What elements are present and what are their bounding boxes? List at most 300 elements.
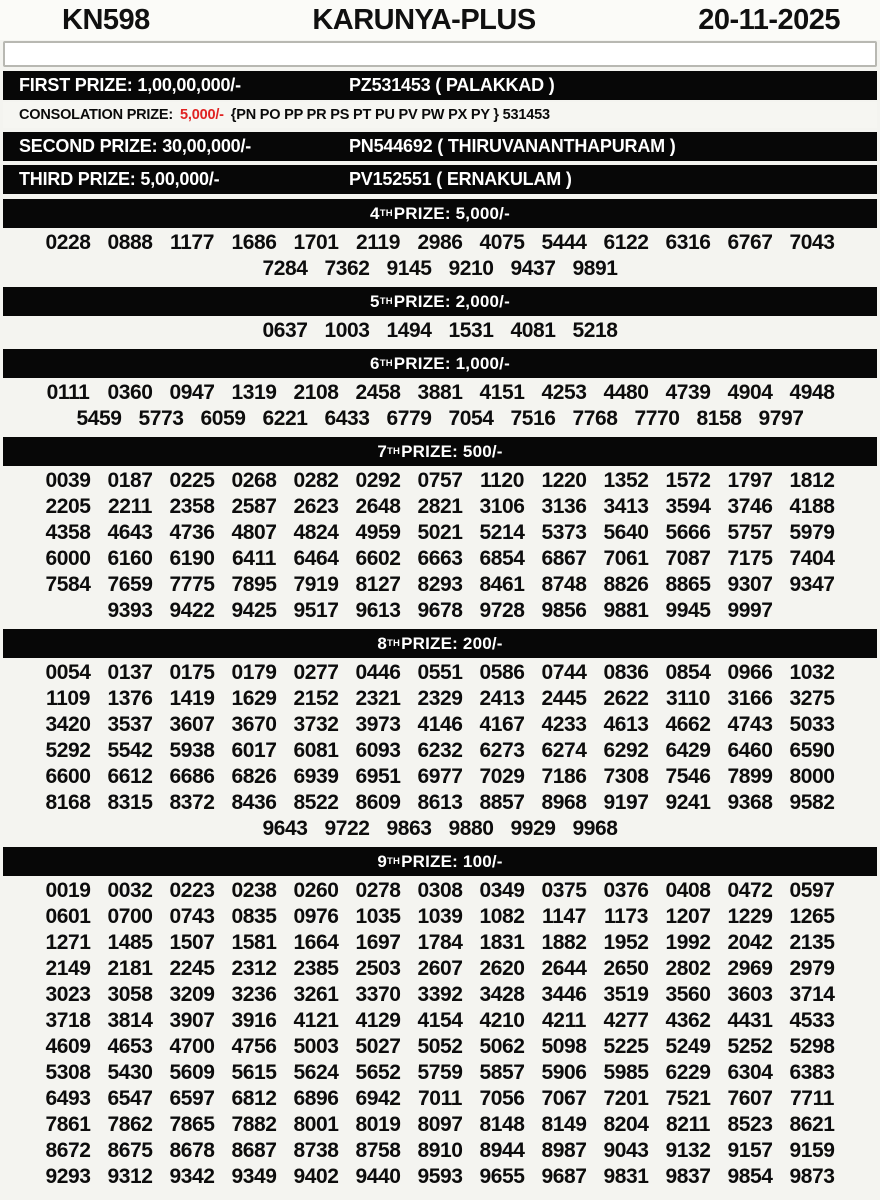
winning-number: 6464 <box>293 547 339 570</box>
winning-number: 0375 <box>541 879 587 902</box>
winning-number: 5214 <box>479 521 525 544</box>
winning-number: 0277 <box>293 661 339 684</box>
winning-number: 9043 <box>603 1139 649 1162</box>
winning-number: 2503 <box>355 957 401 980</box>
winning-number: 1882 <box>541 931 587 954</box>
winning-number: 9307 <box>727 573 773 596</box>
winning-number: 0179 <box>231 661 277 684</box>
winning-number: 3607 <box>169 713 215 736</box>
third-prize-ticket: PV152551 ( ERNAKULAM ) <box>349 169 572 189</box>
winning-number: 8826 <box>603 573 649 596</box>
winning-number: 8672 <box>45 1139 91 1162</box>
winning-number: 5609 <box>169 1061 215 1084</box>
winning-number: 2969 <box>727 957 773 980</box>
winning-number: 9856 <box>541 599 587 622</box>
winning-number: 9678 <box>417 599 463 622</box>
winning-number: 1992 <box>665 931 711 954</box>
winning-number: 1376 <box>107 687 153 710</box>
winning-number: 2042 <box>727 931 773 954</box>
winning-number: 9349 <box>231 1165 277 1188</box>
winning-number: 9197 <box>603 791 649 814</box>
winning-number: 8987 <box>541 1139 587 1162</box>
winning-number: 7011 <box>418 1087 462 1110</box>
winning-numbers-row <box>0 318 880 344</box>
winning-numbers-row <box>0 572 880 598</box>
winning-number: 7768 <box>572 407 618 430</box>
winning-number: 1120 <box>480 469 524 492</box>
winning-number: 7882 <box>231 1113 277 1136</box>
winning-number: 7770 <box>634 407 680 430</box>
winning-number: 1265 <box>789 905 835 928</box>
winning-number: 4277 <box>603 1009 649 1032</box>
winning-number: 0308 <box>417 879 463 902</box>
winning-number: 1177 <box>170 231 214 254</box>
winning-number: 3236 <box>231 983 277 1006</box>
winning-number: 4081 <box>510 319 556 342</box>
winning-number: 8675 <box>107 1139 153 1162</box>
winning-number: 2108 <box>293 381 339 404</box>
prize-8th-header: 8 TH PRIZE: 200/- <box>3 629 877 658</box>
winning-number: 0360 <box>107 381 153 404</box>
winning-number: 2821 <box>417 495 463 518</box>
prize-9th-header: 9 TH PRIZE: 100/- <box>3 847 877 876</box>
winning-numbers-row <box>0 1034 880 1060</box>
winning-numbers-row <box>0 1008 880 1034</box>
winning-number: 3110 <box>666 687 710 710</box>
winning-number: 2622 <box>603 687 649 710</box>
winning-number: 0408 <box>665 879 711 902</box>
winning-number: 6429 <box>665 739 711 762</box>
winning-number: 2979 <box>789 957 835 980</box>
winning-number: 5615 <box>231 1061 277 1084</box>
winning-number: 7029 <box>479 765 525 788</box>
winning-number: 1173 <box>604 905 648 928</box>
winning-number: 7516 <box>510 407 556 430</box>
winning-number: 9425 <box>231 599 277 622</box>
winning-number: 8372 <box>169 791 215 814</box>
winning-number: 4959 <box>355 521 401 544</box>
winning-number: 1629 <box>231 687 277 710</box>
empty-text-box[interactable] <box>3 41 877 67</box>
winning-number: 7521 <box>665 1087 711 1110</box>
winning-number: 9440 <box>355 1165 401 1188</box>
winning-number: 3814 <box>107 1009 153 1032</box>
winning-numbers-row <box>0 816 880 842</box>
winning-number: 4643 <box>107 521 153 544</box>
winning-numbers-row <box>0 686 880 712</box>
winning-number: 6273 <box>479 739 525 762</box>
winning-number: 5027 <box>355 1035 401 1058</box>
winning-number: 0238 <box>231 879 277 902</box>
winning-numbers-row <box>0 712 880 738</box>
winning-number: 2152 <box>293 687 339 710</box>
winning-number: 6590 <box>789 739 835 762</box>
winning-number: 2445 <box>541 687 587 710</box>
winning-number: 6000 <box>45 547 91 570</box>
winning-number: 1507 <box>169 931 215 954</box>
winning-number: 8149 <box>541 1113 587 1136</box>
winning-number: 5857 <box>479 1061 525 1084</box>
winning-number: 6612 <box>107 765 153 788</box>
winning-number: 8523 <box>727 1113 773 1136</box>
winning-number: 8168 <box>45 791 91 814</box>
winning-number: 9157 <box>727 1139 773 1162</box>
winning-number: 9342 <box>169 1165 215 1188</box>
winning-number: 0268 <box>231 469 277 492</box>
winning-number: 1271 <box>45 931 91 954</box>
winning-numbers-row <box>0 598 880 624</box>
winning-number: 0757 <box>417 469 463 492</box>
winning-number: 9837 <box>665 1165 711 1188</box>
winning-numbers-row <box>0 790 880 816</box>
winning-number: 0282 <box>293 469 339 492</box>
winning-number: 5759 <box>417 1061 463 1084</box>
winning-number: 6939 <box>293 765 339 788</box>
page-title: KARUNYA-PLUS <box>312 3 536 36</box>
winning-number: 7919 <box>293 573 339 596</box>
winning-number: 6896 <box>293 1087 339 1110</box>
winning-number: 6460 <box>727 739 773 762</box>
winning-number: 1207 <box>665 905 711 928</box>
winning-number: 6854 <box>479 547 525 570</box>
winning-number: 0349 <box>479 879 525 902</box>
winning-number: 5033 <box>789 713 835 736</box>
winning-number: 2321 <box>355 687 401 710</box>
winning-number: 4154 <box>417 1009 463 1032</box>
prize-5th-header: 5 TH PRIZE: 2,000/- <box>3 287 877 316</box>
winning-number: 6767 <box>727 231 773 254</box>
winning-number: 8910 <box>417 1139 463 1162</box>
winning-number: 7043 <box>789 231 835 254</box>
winning-number: 5652 <box>355 1061 401 1084</box>
winning-number: 7308 <box>603 765 649 788</box>
winning-number: 2587 <box>231 495 277 518</box>
winning-number: 4075 <box>479 231 525 254</box>
winning-number: 1664 <box>293 931 339 954</box>
winning-number: 9880 <box>448 817 494 840</box>
winning-number: 4431 <box>727 1009 773 1032</box>
winning-numbers-row <box>0 468 880 494</box>
winning-number: 1531 <box>448 319 494 342</box>
winning-number: 7546 <box>665 765 711 788</box>
winning-number: 1797 <box>727 469 773 492</box>
winning-number: 4700 <box>169 1035 215 1058</box>
winning-number: 5979 <box>789 521 835 544</box>
winning-numbers-row <box>0 256 880 282</box>
winning-number: 8857 <box>479 791 525 814</box>
winning-number: 0966 <box>727 661 773 684</box>
winning-number: 3420 <box>45 713 91 736</box>
winning-number: 8158 <box>696 407 742 430</box>
winning-number: 2312 <box>231 957 277 980</box>
winning-numbers-row <box>0 1164 880 1190</box>
winning-number: 2205 <box>45 495 91 518</box>
winning-number: 8127 <box>355 573 401 596</box>
draw-code: KN598 <box>62 3 150 36</box>
winning-number: 9968 <box>572 817 618 840</box>
winning-number: 9873 <box>789 1165 835 1188</box>
winning-number: 7659 <box>107 573 153 596</box>
winning-number: 1003 <box>324 319 370 342</box>
winning-number: 9312 <box>107 1165 153 1188</box>
winning-number: 2650 <box>603 957 649 980</box>
winning-number: 3275 <box>789 687 835 710</box>
winning-number: 1229 <box>727 905 773 928</box>
winning-number: 6221 <box>262 407 308 430</box>
winning-numbers-row <box>0 520 880 546</box>
winning-number: 1812 <box>789 469 835 492</box>
winning-number: 2802 <box>665 957 711 980</box>
winning-number: 1352 <box>603 469 649 492</box>
winning-numbers-row <box>0 230 880 256</box>
winning-number: 9582 <box>789 791 835 814</box>
winning-number: 5430 <box>107 1061 153 1084</box>
winning-number: 2245 <box>169 957 215 980</box>
winning-number: 0187 <box>107 469 153 492</box>
winning-number: 1319 <box>231 381 277 404</box>
winning-number: 9929 <box>510 817 556 840</box>
winning-number: 1701 <box>293 231 339 254</box>
winning-number: 0039 <box>45 469 91 492</box>
winning-numbers-row <box>0 738 880 764</box>
winning-number: 2385 <box>293 957 339 980</box>
winning-number: 4609 <box>45 1035 91 1058</box>
winning-number: 1581 <box>231 931 277 954</box>
winning-number: 5938 <box>169 739 215 762</box>
winning-number: 8678 <box>169 1139 215 1162</box>
winning-number: 7056 <box>479 1087 525 1110</box>
winning-number: 4151 <box>479 381 525 404</box>
winning-number: 8738 <box>293 1139 339 1162</box>
winning-number: 9241 <box>665 791 711 814</box>
winning-number: 2986 <box>417 231 463 254</box>
winning-number: 6600 <box>45 765 91 788</box>
winning-number: 7895 <box>231 573 277 596</box>
winning-number: 4480 <box>603 381 649 404</box>
winning-number: 9945 <box>665 599 711 622</box>
winning-number: 8687 <box>231 1139 277 1162</box>
winning-number: 9393 <box>107 599 153 622</box>
winning-number: 6977 <box>417 765 463 788</box>
header <box>0 0 880 40</box>
winning-number: 5906 <box>541 1061 587 1084</box>
winning-number: 5459 <box>76 407 122 430</box>
winning-number: 5052 <box>417 1035 463 1058</box>
winning-numbers-row <box>0 406 880 432</box>
winning-numbers-row <box>0 982 880 1008</box>
winning-number: 5225 <box>603 1035 649 1058</box>
winning-number: 5373 <box>541 521 587 544</box>
winning-number: 8211 <box>666 1113 710 1136</box>
winning-number: 0175 <box>169 661 215 684</box>
winning-number: 7865 <box>169 1113 215 1136</box>
consolation-series: {PN PO PP PR PS PT PU PV PW PX PY } 531453 <box>230 107 550 123</box>
winning-number: 7711 <box>790 1087 834 1110</box>
winning-number: 9402 <box>293 1165 339 1188</box>
winning-number: 4129 <box>355 1009 401 1032</box>
winning-number: 0278 <box>355 879 401 902</box>
winning-number: 5542 <box>107 739 153 762</box>
winning-number: 3392 <box>417 983 463 1006</box>
winning-number: 8461 <box>479 573 525 596</box>
winning-number: 6547 <box>107 1087 153 1110</box>
winning-number: 4824 <box>293 521 339 544</box>
winning-number: 3106 <box>479 495 525 518</box>
winning-number: 4807 <box>231 521 277 544</box>
winning-number: 9368 <box>727 791 773 814</box>
winning-number: 7067 <box>541 1087 587 1110</box>
winning-number: 9728 <box>479 599 525 622</box>
winning-number: 9159 <box>789 1139 835 1162</box>
winning-number: 2458 <box>355 381 401 404</box>
winning-number: 7061 <box>603 547 649 570</box>
winning-number: 5985 <box>603 1061 649 1084</box>
winning-number: 9517 <box>293 599 339 622</box>
winning-number: 6274 <box>541 739 587 762</box>
winning-number: 5757 <box>727 521 773 544</box>
winning-number: 0228 <box>45 231 91 254</box>
winning-number: 0835 <box>231 905 277 928</box>
prize-7th-header: 7 TH PRIZE: 500/- <box>3 437 877 466</box>
winning-number: 2413 <box>479 687 525 710</box>
winning-number: 1039 <box>417 905 463 928</box>
winning-number: 4662 <box>665 713 711 736</box>
first-prize-bar <box>3 71 877 100</box>
winning-number: 6951 <box>355 765 401 788</box>
winning-number: 3261 <box>293 983 339 1006</box>
winning-number: 7404 <box>789 547 835 570</box>
winning-numbers-row <box>0 956 880 982</box>
winning-number: 8293 <box>417 573 463 596</box>
winning-number: 3670 <box>231 713 277 736</box>
winning-number: 5062 <box>479 1035 525 1058</box>
winning-number: 1784 <box>417 931 463 954</box>
winning-number: 0472 <box>727 879 773 902</box>
consolation-prize-row <box>3 102 877 128</box>
winning-numbers-row <box>0 494 880 520</box>
winning-number: 9722 <box>324 817 370 840</box>
winning-number: 6017 <box>231 739 277 762</box>
consolation-amount: 5,000/- <box>180 107 224 123</box>
winning-number: 0225 <box>169 469 215 492</box>
winning-number: 2329 <box>417 687 463 710</box>
winning-number: 6292 <box>603 739 649 762</box>
winning-number: 8000 <box>789 765 835 788</box>
winning-number: 1419 <box>169 687 215 710</box>
first-prize-label: FIRST PRIZE: 1,00,00,000/- <box>19 75 241 95</box>
winning-number: 6433 <box>324 407 370 430</box>
winning-number: 4121 <box>293 1009 339 1032</box>
winning-number: 9881 <box>603 599 649 622</box>
winning-number: 6411 <box>232 547 276 570</box>
winning-number: 4739 <box>665 381 711 404</box>
winning-number: 6779 <box>386 407 432 430</box>
winning-number: 1147 <box>542 905 586 928</box>
winning-number: 3973 <box>355 713 401 736</box>
winning-numbers-row <box>0 930 880 956</box>
winning-number: 0292 <box>355 469 401 492</box>
winning-number: 8148 <box>479 1113 525 1136</box>
winning-number: 5021 <box>417 521 463 544</box>
prize-4th-header: 4 TH PRIZE: 5,000/- <box>3 199 877 228</box>
winning-number: 6686 <box>169 765 215 788</box>
winning-number: 1572 <box>665 469 711 492</box>
winning-number: 7607 <box>727 1087 773 1110</box>
winning-number: 1952 <box>603 931 649 954</box>
winning-number: 4253 <box>541 381 587 404</box>
winning-number: 4948 <box>789 381 835 404</box>
winning-number: 2135 <box>789 931 835 954</box>
winning-number: 2149 <box>45 957 91 980</box>
winning-number: 0743 <box>169 905 215 928</box>
winning-number: 9347 <box>789 573 835 596</box>
winning-number: 9997 <box>727 599 773 622</box>
winning-number: 9891 <box>572 257 618 280</box>
winning-number: 0376 <box>603 879 649 902</box>
winning-number: 2644 <box>541 957 587 980</box>
winning-number: 8436 <box>231 791 277 814</box>
winning-number: 4736 <box>169 521 215 544</box>
prize-sections <box>0 199 880 1190</box>
winning-number: 4358 <box>45 521 91 544</box>
winning-number: 5292 <box>45 739 91 762</box>
second-prize-label: SECOND PRIZE: 30,00,000/- <box>19 136 252 156</box>
winning-numbers-row <box>0 904 880 930</box>
winning-number: 3560 <box>665 983 711 1006</box>
winning-number: 8968 <box>541 791 587 814</box>
winning-number: 5098 <box>541 1035 587 1058</box>
winning-number: 9593 <box>417 1165 463 1188</box>
winning-number: 2607 <box>417 957 463 980</box>
winning-number: 0700 <box>107 905 153 928</box>
third-prize-label: THIRD PRIZE: 5,00,000/- <box>19 169 220 189</box>
winning-number: 5308 <box>45 1061 91 1084</box>
consolation-label: CONSOLATION PRIZE: <box>19 107 174 123</box>
winning-number: 9797 <box>758 407 804 430</box>
winning-number: 9293 <box>45 1165 91 1188</box>
winning-number: 0551 <box>417 661 463 684</box>
winning-number: 4210 <box>479 1009 525 1032</box>
winning-number: 1035 <box>355 905 401 928</box>
winning-number: 6826 <box>231 765 277 788</box>
winning-number: 2648 <box>355 495 401 518</box>
winning-number: 0888 <box>107 231 153 254</box>
winning-number: 5298 <box>789 1035 835 1058</box>
winning-number: 4756 <box>231 1035 277 1058</box>
winning-number: 8865 <box>665 573 711 596</box>
winning-number: 1109 <box>46 687 90 710</box>
winning-number: 3907 <box>169 1009 215 1032</box>
winning-number: 3136 <box>541 495 587 518</box>
winning-number: 8019 <box>355 1113 401 1136</box>
winning-number: 7899 <box>727 765 773 788</box>
winning-number: 5666 <box>665 521 711 544</box>
winning-number: 3446 <box>541 983 587 1006</box>
winning-number: 4233 <box>541 713 587 736</box>
winning-numbers-row <box>0 1112 880 1138</box>
winning-number: 0597 <box>789 879 835 902</box>
winning-number: 8001 <box>293 1113 339 1136</box>
winning-number: 7284 <box>262 257 308 280</box>
winning-number: 4167 <box>479 713 525 736</box>
winning-number: 1697 <box>355 931 401 954</box>
winning-number: 3209 <box>169 983 215 1006</box>
winning-number: 9863 <box>386 817 432 840</box>
winning-number: 5249 <box>665 1035 711 1058</box>
winning-number: 0032 <box>107 879 153 902</box>
draw-date: 20-11-2025 <box>698 3 840 36</box>
winning-number: 0019 <box>45 879 91 902</box>
